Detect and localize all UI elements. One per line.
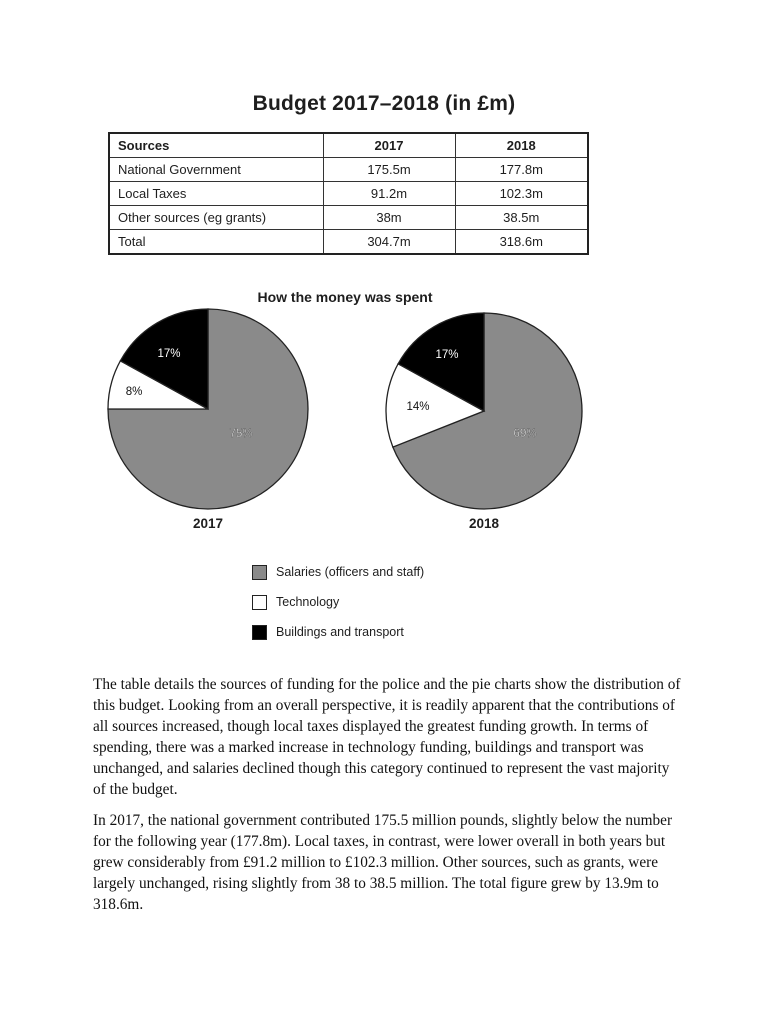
legend-label: Buildings and transport: [276, 625, 404, 639]
chart-title: Budget 2017–2018 (in £m): [252, 92, 516, 115]
legend-swatch-buildings: [252, 625, 267, 640]
pies-title: How the money was spent: [257, 289, 433, 305]
pie-2017-label-buildings: 17%: [157, 348, 181, 360]
paragraph-2: In 2017, the national government contributed 175.5 million pounds, slightly below the number for the following year (177.8m). Local taxes, in contrast, were lower overall in both years but grew considerably from £91.2 million to £102.3 million. Other sources, such as grants, were largely unchanged, rising slightly from 38 to 38.5 million. The total figure grew by 13.9m to 318.6m.: [93, 812, 673, 913]
cell-2017: 175.5m: [323, 158, 455, 182]
table-row: [109, 230, 588, 255]
table-row: [109, 182, 588, 206]
legend-item-technology: [252, 593, 339, 611]
row-label: Other sources (eg grants): [109, 206, 323, 230]
pie-2018-label-technology: 14%: [406, 401, 430, 413]
table-row: [109, 206, 588, 230]
cell-2018: 318.6m: [455, 230, 588, 255]
pie-2017-caption: 2017: [192, 516, 224, 531]
pie-2017-label-technology: 8%: [125, 386, 143, 398]
budget-table: [108, 132, 589, 255]
legend-label: Technology: [276, 595, 340, 609]
pie-2018-label-salaries: 69%: [513, 428, 537, 440]
table-row: [109, 158, 588, 182]
row-label: Total: [109, 230, 323, 255]
header-sources: Sources: [109, 133, 323, 158]
header-2017: 2017: [323, 133, 455, 158]
legend-swatch-technology: [252, 595, 267, 610]
paragraph-1: The table details the sources of funding for the police and the pie charts show the distribution of this budget. Looking from an overall perspective, it is readily apparent that the contributions of all sources increased, though local taxes displayed the greatest funding growth. In terms of spending, there was a marked increase in technology funding, buildings and transport was unchanged, and salaries declined though this category continued to represent the vast majority of the budget.: [93, 676, 681, 798]
legend-swatch-salaries: [252, 565, 267, 580]
cell-2017: 38m: [323, 206, 455, 230]
pie-charts: [0, 300, 768, 540]
row-label: National Government: [109, 158, 323, 182]
legend-item-salaries: [252, 563, 424, 581]
pie-2018-label-buildings: 17%: [435, 349, 459, 361]
cell-2018: 102.3m: [455, 182, 588, 206]
pie-2017-label-salaries: 75%: [229, 428, 253, 440]
cell-2018: 38.5m: [455, 206, 588, 230]
header-2018: 2018: [455, 133, 588, 158]
legend-item-buildings: [252, 623, 404, 641]
cell-2017: 304.7m: [323, 230, 455, 255]
legend-label: Salaries (officers and staff): [276, 565, 425, 579]
body-text: [93, 674, 683, 925]
row-label: Local Taxes: [109, 182, 323, 206]
cell-2017: 91.2m: [323, 182, 455, 206]
table-header-row: [109, 133, 588, 158]
pie-2018-caption: 2018: [468, 516, 500, 531]
cell-2018: 177.8m: [455, 158, 588, 182]
